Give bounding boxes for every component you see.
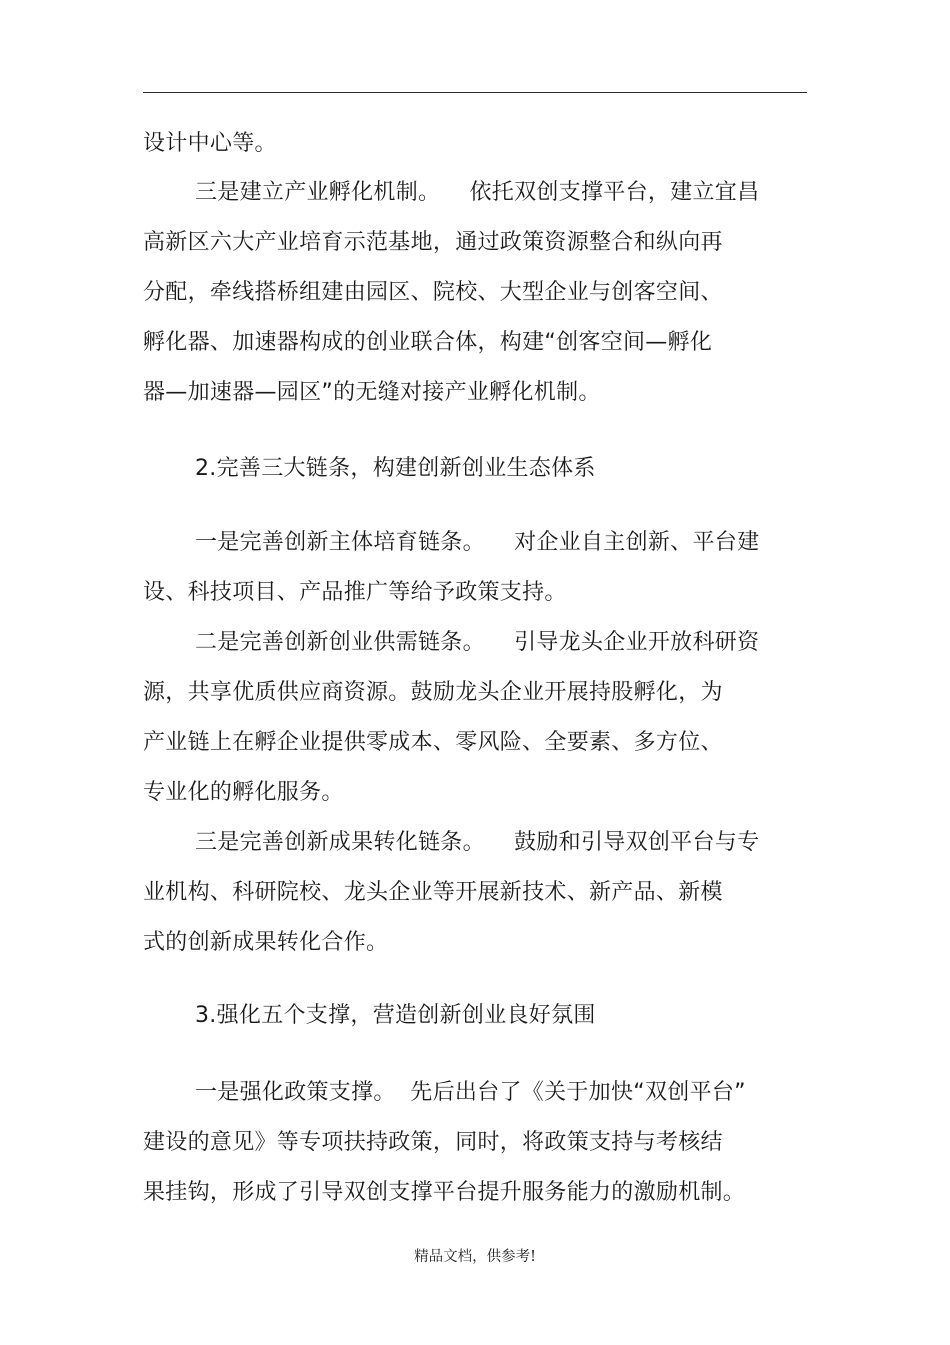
body-line: 式的创新成果转化合作。 [143, 930, 389, 955]
body-line: 设计中心等。 [143, 131, 277, 156]
body-line: 器—加速器—园区”的无缝对接产业孵化机制。 [143, 380, 601, 405]
body-line: 业机构、科研院校、龙头企业等开展新技术、新产品、新模 [143, 880, 723, 905]
body-line: 专业化的孵化服务。 [143, 780, 344, 805]
section-heading: 2.完善三大链条，构建创新创业生态体系 [195, 456, 596, 481]
body-line: 产业链上在孵企业提供零成本、零风险、全要素、多方位、 [143, 730, 723, 755]
body-line: 设、科技项目、产品推广等给予政策支持。 [143, 580, 567, 605]
body-line: 果挂钩，形成了引导双创支撑平台提升服务能力的激励机制。 [143, 1180, 746, 1205]
body-line: 源，共享优质供应商资源。鼓励龙头企业开展持股孵化，为 [143, 680, 723, 705]
body-line: 建设的意见》等专项扶持政策，同时，将政策支持与考核结 [143, 1130, 723, 1155]
body-line: 一是强化政策支撑。 先后出台了《关于加快“双创平台” [195, 1080, 746, 1105]
body-line: 高新区六大产业培育示范基地，通过政策资源整合和纵向再 [143, 230, 723, 255]
section-heading: 3.强化五个支撑，营造创新创业良好氛围 [195, 1003, 596, 1028]
body-line: 二是完善创新创业供需链条。 引导龙头企业开放科研资 [195, 630, 760, 655]
header-rule [143, 92, 807, 93]
body-line: 三是建立产业孵化机制。 依托双创支撑平台，建立宜昌 [195, 180, 760, 205]
body-line: 分配，牵线搭桥组建由园区、院校、大型企业与创客空间、 [143, 280, 723, 305]
body-line: 一是完善创新主体培育链条。 对企业自主创新、平台建 [195, 530, 760, 555]
page-footer: 精品文档，供参考! [414, 1249, 536, 1265]
body-line: 孵化器、加速器构成的创业联合体，构建“创客空间—孵化 [143, 330, 713, 355]
body-line: 三是完善创新成果转化链条。 鼓励和引导双创平台与专 [195, 830, 760, 855]
